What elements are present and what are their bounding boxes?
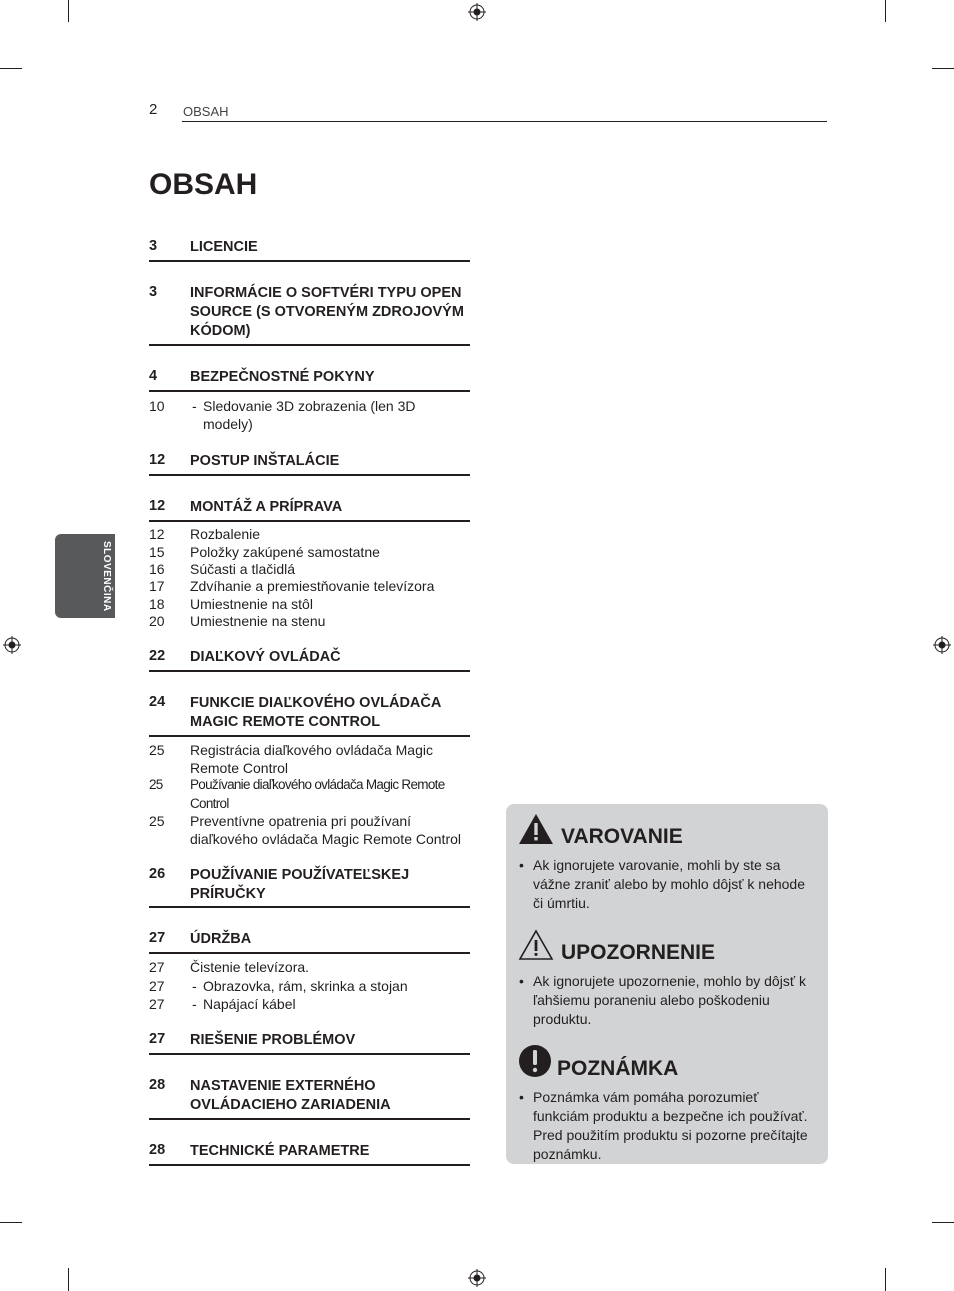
- caution-triangle-outline-icon: [518, 928, 554, 962]
- registration-mark-icon: [3, 636, 21, 654]
- notice-heading: UPOZORNENIE: [561, 941, 716, 964]
- toc-page-number: 27: [149, 959, 165, 975]
- toc-rule: [149, 390, 470, 392]
- toc-page-number: 27: [149, 978, 165, 994]
- toc-section-title: POSTUP INŠTALÁCIE: [190, 453, 340, 469]
- toc-entry: [149, 526, 479, 544]
- toc-page-number: 15: [149, 544, 165, 560]
- notice-text: Ak ignorujete upozornenie, mohlo by dôjsť k ľahšiemu poraneniu alebo poškodeniu produktu.: [533, 973, 806, 1027]
- toc-page-number: 12: [149, 452, 166, 468]
- toc-section: [149, 930, 470, 955]
- notice-heading: VAROVANIE: [561, 825, 683, 848]
- toc-section-title: BEZPEČNOSTNÉ POKYNY: [190, 369, 375, 385]
- crop-mark: [932, 1222, 954, 1223]
- toc-rule: [149, 1053, 470, 1055]
- toc-entry-title: Sledovanie 3D zobrazenia (len 3D modely): [203, 398, 416, 432]
- notice-bullet: •: [519, 857, 524, 873]
- toc-page-number: 4: [149, 368, 158, 384]
- toc-entry: [149, 959, 479, 977]
- notice-text: Ak ignorujete varovanie, mohli by ste sa vážne zraniť alebo by mohlo dôjsť k nehode či úmrtiu.: [533, 857, 806, 911]
- toc-section: [149, 284, 470, 347]
- toc-section-title: MONTÁŽ A PRÍPRAVA: [190, 499, 343, 515]
- toc-page-number: 12: [149, 498, 166, 514]
- toc-rule: [149, 735, 470, 737]
- crop-mark: [0, 68, 22, 69]
- toc-entry-title: Napájací kábel: [203, 996, 296, 1012]
- toc-section-title: RIEŠENIE PROBLÉMOV: [190, 1032, 356, 1048]
- toc-page-number: 24: [149, 694, 166, 710]
- toc-page-number: 27: [149, 930, 166, 946]
- toc-page-number: 28: [149, 1077, 166, 1093]
- notice-heading: POZNÁMKA: [557, 1057, 679, 1080]
- toc-section-title: INFORMÁCIE O SOFTVÉRI TYPU OPEN SOURCE (S OTVORENÝM ZDROJOVÝM KÓDOM): [190, 285, 464, 339]
- toc-entry-title: Rozbalenie: [190, 526, 261, 542]
- toc-section: [149, 498, 470, 523]
- toc-section-title: NASTAVENIE EXTERNÉHO OVLÁDACIEHO ZARIADENIA: [190, 1078, 391, 1113]
- toc-entry-title: Obrazovka, rám, skrinka a stojan: [203, 978, 408, 994]
- registration-mark-icon: [933, 636, 951, 654]
- toc-entry: [149, 596, 479, 614]
- toc-page-number: 27: [149, 1031, 166, 1047]
- toc-entry: [149, 578, 479, 596]
- toc-rule: [149, 1118, 470, 1120]
- toc-page-number: 3: [149, 238, 158, 254]
- toc-section-title: DIAĽKOVÝ OVLÁDAČ: [190, 649, 341, 665]
- toc-rule: [149, 260, 470, 262]
- crop-mark: [885, 1268, 886, 1291]
- toc-rule: [149, 1164, 470, 1166]
- toc-section-title: TECHNICKÉ PARAMETRE: [190, 1143, 370, 1159]
- toc-section: [149, 648, 470, 673]
- toc-section-title: LICENCIE: [190, 239, 258, 255]
- toc-page-number: 3: [149, 284, 158, 300]
- toc-section: [149, 866, 470, 910]
- toc-section: [149, 694, 470, 738]
- toc-entry: [149, 996, 479, 1014]
- toc-entry: [149, 775, 479, 813]
- toc-entry-title: Používanie diaľkového ovládača Magic Remote Control: [190, 777, 445, 811]
- toc-entry-title: Čistenie televízora.: [190, 959, 310, 975]
- toc-page-number: 18: [149, 596, 165, 612]
- toc-section: [149, 368, 470, 393]
- toc-section: [149, 1077, 470, 1121]
- running-head: OBSAH: [183, 104, 229, 119]
- toc-page-number: 20: [149, 613, 165, 629]
- toc-rule: [149, 520, 470, 522]
- notice-text: Poznámka vám pomáha porozumieť funkciám produktu a bezpečne ich používať. Pred použitím produktu si pozorne prečítajte poznámku.: [533, 1089, 808, 1162]
- toc-page-number: 12: [149, 526, 165, 542]
- toc-page-number: 27: [149, 996, 165, 1012]
- toc-entry-title: Zdvíhanie a premiestňovanie televízora: [190, 578, 435, 594]
- notice-bullet: •: [519, 1089, 524, 1105]
- registration-mark-icon: [468, 3, 486, 21]
- toc-entry: [149, 613, 479, 631]
- toc-dash: -: [192, 996, 197, 1012]
- toc-entry-title: Preventívne opatrenia pri používaní diaľkového ovládača Magic Remote Control: [190, 813, 462, 847]
- toc-entry: [149, 742, 479, 778]
- registration-mark-icon: [468, 1269, 486, 1287]
- notice-bullet: •: [519, 973, 524, 989]
- crop-mark: [68, 1268, 69, 1291]
- toc-rule: [149, 906, 470, 908]
- toc-page-number: 25: [149, 813, 165, 829]
- toc-rule: [149, 952, 470, 954]
- toc-entry: [149, 544, 479, 562]
- toc-section: [149, 1031, 470, 1056]
- note-exclamation-circle-icon: [518, 1044, 554, 1078]
- toc-section-title: ÚDRŽBA: [190, 931, 252, 947]
- header-rule: [182, 121, 827, 122]
- crop-mark: [68, 0, 69, 22]
- toc-dash: -: [192, 398, 197, 414]
- toc-section: [149, 238, 470, 263]
- toc-entry-title: Súčasti a tlačidlá: [190, 561, 296, 577]
- toc-page-number: 10: [149, 398, 165, 414]
- toc-entry: [149, 978, 479, 996]
- toc-entry: [149, 813, 479, 849]
- crop-mark: [932, 68, 954, 69]
- toc-entry-title: Registrácia diaľkového ovládača Magic Remote Control: [190, 742, 433, 776]
- toc-entry-title: Umiestnenie na stôl: [190, 596, 313, 612]
- page-title: OBSAH: [149, 168, 258, 201]
- crop-mark: [885, 0, 886, 22]
- toc-page-number: 26: [149, 866, 166, 882]
- toc-entry: [149, 398, 479, 434]
- toc-page-number: 28: [149, 1142, 166, 1158]
- toc-rule: [149, 344, 470, 346]
- toc-entry-title: Položky zakúpené samostatne: [190, 544, 380, 560]
- toc-page-number: 16: [149, 561, 165, 577]
- language-side-tab-label: SLOVENČINA: [101, 540, 112, 612]
- warning-triangle-filled-icon: [518, 812, 554, 846]
- page-number: 2: [149, 101, 158, 118]
- toc-entry-title: Umiestnenie na stenu: [190, 613, 326, 629]
- toc-rule: [149, 670, 470, 672]
- toc-page-number: 17: [149, 578, 165, 594]
- toc-section-title: POUŽÍVANIE POUŽÍVATEĽSKEJ PRÍRUČKY: [190, 867, 410, 902]
- toc-dash: -: [192, 978, 197, 994]
- crop-mark: [0, 1222, 22, 1223]
- toc-entry: [149, 561, 479, 579]
- toc-section-title: FUNKCIE DIAĽKOVÉHO OVLÁDAČA MAGIC REMOTE CONTROL: [190, 695, 441, 730]
- toc-page-number: 25: [149, 742, 165, 758]
- toc-page-number: 22: [149, 648, 166, 664]
- toc-page-number: 25: [149, 777, 163, 792]
- toc-section: [149, 1142, 470, 1167]
- toc-section: [149, 452, 470, 477]
- toc-rule: [149, 474, 470, 476]
